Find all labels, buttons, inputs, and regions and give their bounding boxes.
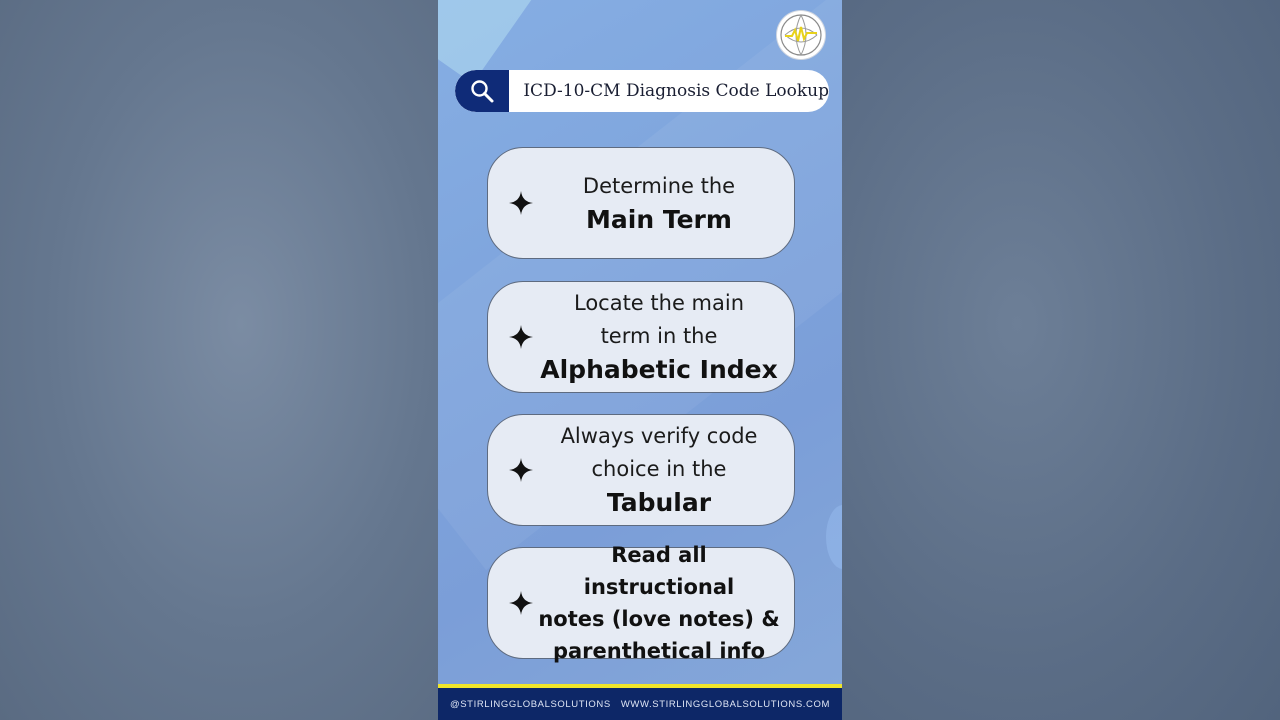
decorative-arc xyxy=(826,505,842,569)
sparkle-icon xyxy=(508,457,534,483)
brand-logo xyxy=(777,11,825,59)
step-emphasis: Tabular xyxy=(606,488,712,517)
step-card-main-term xyxy=(487,147,795,259)
background-right xyxy=(842,0,1280,720)
search-button[interactable] xyxy=(455,70,509,112)
website-link[interactable]: WWW.STIRLINGGLOBALSOLUTIONS.COM xyxy=(620,698,830,710)
step-card-alphabetic-index xyxy=(487,281,795,393)
step-text: Locate the main xyxy=(573,291,745,315)
step-emphasis: notes (love notes) & xyxy=(538,607,780,631)
step-text: term in the xyxy=(600,324,718,348)
story-panel xyxy=(438,0,842,720)
step-emphasis: parenthetical info xyxy=(552,639,766,663)
sparkle-icon xyxy=(508,324,534,350)
social-handle: @STIRLINGGLOBALSOLUTIONS xyxy=(450,698,611,710)
step-text: Determine the xyxy=(582,173,736,198)
background-left xyxy=(0,0,438,720)
search-icon xyxy=(469,78,495,104)
step-text: choice in the xyxy=(591,457,727,481)
step-card-tabular xyxy=(487,414,795,526)
sparkle-icon xyxy=(508,190,534,216)
step-emphasis: Main Term xyxy=(586,204,732,234)
step-text: Always verify code xyxy=(560,424,758,448)
step-card-instructional-notes xyxy=(487,543,795,663)
step-emphasis: Read all instructional xyxy=(583,543,735,599)
search-query-text[interactable]: ICD-10-CM Diagnosis Code Lookup xyxy=(523,81,829,101)
sparkle-icon xyxy=(508,590,534,616)
search-bar[interactable] xyxy=(455,70,829,112)
step-emphasis: Alphabetic Index xyxy=(540,355,778,384)
footer-bar xyxy=(438,684,842,720)
